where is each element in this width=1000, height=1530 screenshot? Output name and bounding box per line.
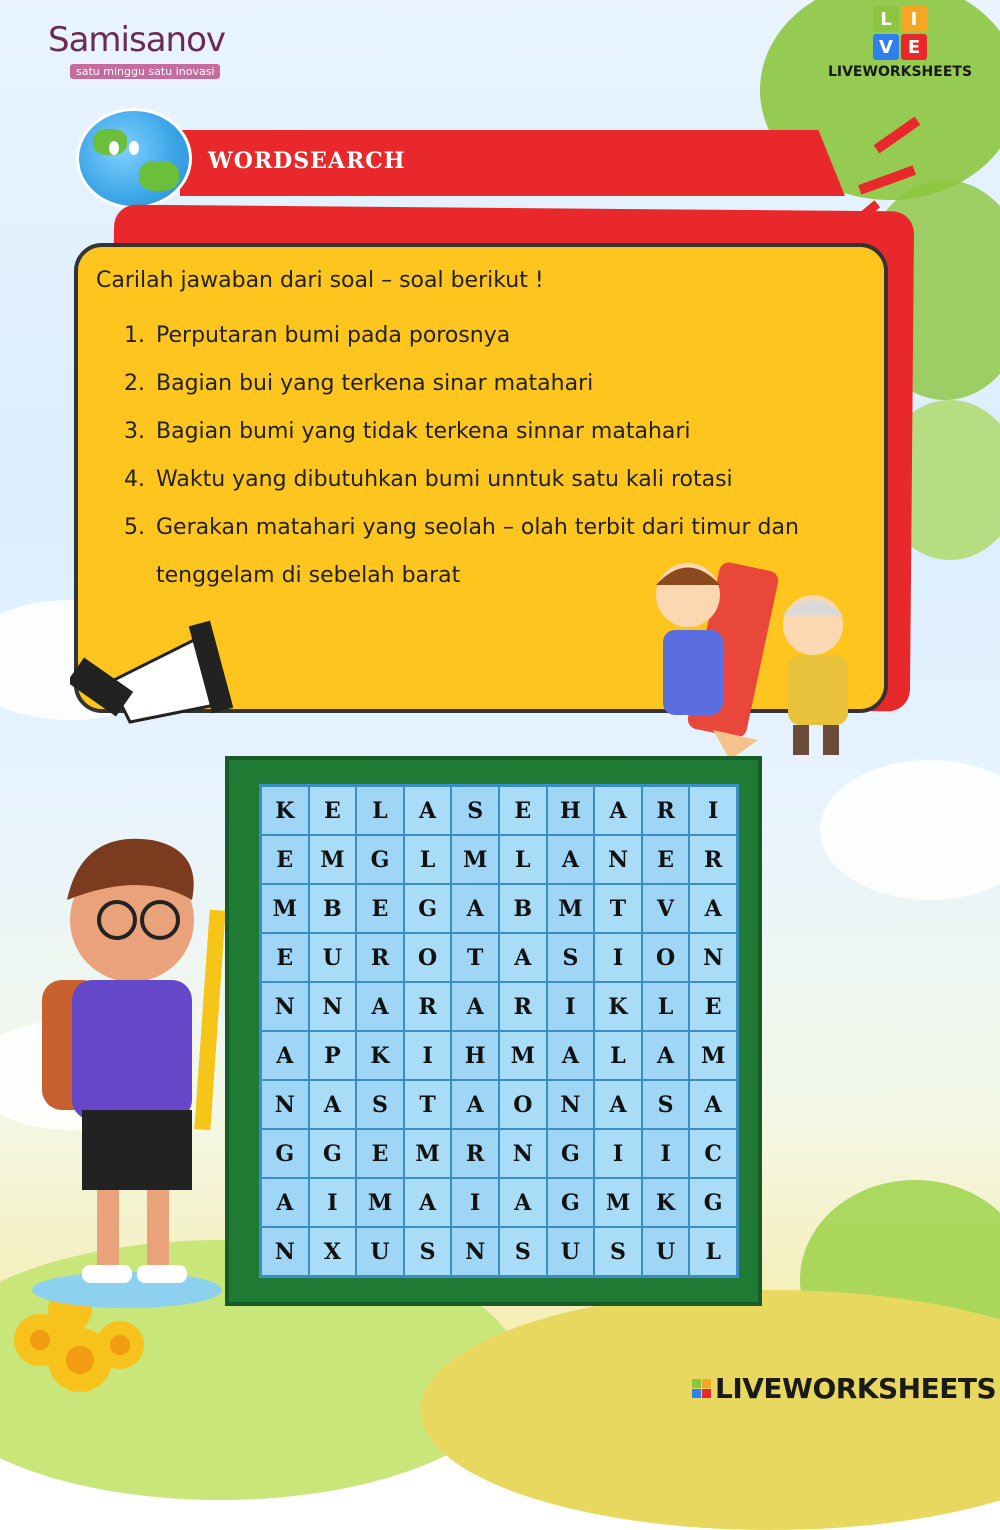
grid-cell[interactable]: M xyxy=(451,835,499,884)
question-text: Bagian bumi yang tidak terkena sinnar matahari xyxy=(156,419,691,444)
question-text: Gerakan matahari yang seolah – olah terbit dari timur dan xyxy=(156,515,799,540)
wordsearch-grid xyxy=(259,784,739,1278)
grid-cell[interactable]: A xyxy=(451,982,499,1031)
grid-cell[interactable]: M xyxy=(499,1031,547,1080)
grid-cell[interactable]: E xyxy=(261,835,309,884)
question-number: 1. xyxy=(124,323,145,348)
grid-cell[interactable]: I xyxy=(594,933,642,982)
grid-cell[interactable]: X xyxy=(309,1227,357,1276)
grid-cell[interactable]: O xyxy=(499,1080,547,1129)
grid-cell[interactable]: A xyxy=(689,1080,737,1129)
grid-cell[interactable]: T xyxy=(404,1080,452,1129)
grid-cell[interactable]: I xyxy=(689,786,737,835)
grid-cell[interactable]: A xyxy=(499,933,547,982)
grid-cell[interactable]: A xyxy=(642,1031,690,1080)
grid-cell[interactable]: T xyxy=(451,933,499,982)
grid-cell[interactable]: R xyxy=(356,933,404,982)
grid-cell[interactable]: B xyxy=(309,884,357,933)
grid-cell[interactable]: V xyxy=(642,884,690,933)
grid-cell[interactable]: H xyxy=(451,1031,499,1080)
badge-letter: E xyxy=(901,34,927,60)
grid-cell[interactable]: O xyxy=(642,933,690,982)
grid-cell[interactable]: A xyxy=(261,1031,309,1080)
grid-cell[interactable]: A xyxy=(547,835,595,884)
grid-cell[interactable]: I xyxy=(404,1031,452,1080)
grid-cell[interactable]: E xyxy=(356,1129,404,1178)
question-number: 4. xyxy=(124,467,145,492)
grid-cell[interactable]: G xyxy=(547,1129,595,1178)
grid-cell[interactable]: I xyxy=(547,982,595,1031)
grid-cell[interactable]: S xyxy=(594,1227,642,1276)
grid-cell[interactable]: M xyxy=(309,835,357,884)
grid-cell[interactable]: E xyxy=(642,835,690,884)
badge-letter: V xyxy=(873,34,899,60)
grid-cell[interactable]: N xyxy=(499,1129,547,1178)
question-item xyxy=(124,408,844,456)
question-number: 2. xyxy=(124,371,145,396)
grid-cell[interactable]: G xyxy=(404,884,452,933)
page-title: WORDSEARCH xyxy=(208,148,406,174)
grid-cell[interactable]: E xyxy=(356,884,404,933)
samisanov-logo xyxy=(48,20,225,79)
grid-cell[interactable]: N xyxy=(261,1227,309,1276)
grid-cell[interactable]: S xyxy=(499,1227,547,1276)
grid-cell[interactable]: S xyxy=(547,933,595,982)
logo-tagline: satu minggu satu inovasi xyxy=(70,64,220,79)
grid-cell[interactable]: I xyxy=(451,1178,499,1227)
badge-letter: L xyxy=(873,6,899,32)
grid-cell[interactable]: K xyxy=(356,1031,404,1080)
grid-cell[interactable]: L xyxy=(499,835,547,884)
grid-cell[interactable]: I xyxy=(594,1129,642,1178)
grid-cell[interactable]: A xyxy=(547,1031,595,1080)
grid-cell[interactable]: M xyxy=(261,884,309,933)
grid-cell[interactable]: L xyxy=(594,1031,642,1080)
grid-cell[interactable]: R xyxy=(499,982,547,1031)
grid-cell[interactable]: R xyxy=(451,1129,499,1178)
grid-cell[interactable]: A xyxy=(594,1080,642,1129)
instruction-text: Carilah jawaban dari soal – soal berikut ! xyxy=(96,268,544,293)
grid-cell[interactable]: S xyxy=(642,1080,690,1129)
grid-cell[interactable]: E xyxy=(689,982,737,1031)
grid-cell[interactable]: N xyxy=(689,933,737,982)
grid-cell[interactable]: K xyxy=(594,982,642,1031)
liveworksheets-badge xyxy=(820,6,980,80)
grid-cell[interactable]: P xyxy=(309,1031,357,1080)
question-text: Perputaran bumi pada porosnya xyxy=(156,323,511,348)
grid-cell[interactable]: O xyxy=(404,933,452,982)
grid-cell[interactable]: N xyxy=(309,982,357,1031)
grid-cell[interactable]: U xyxy=(356,1227,404,1276)
grid-cell[interactable]: A xyxy=(594,786,642,835)
grid-cell[interactable]: R xyxy=(642,786,690,835)
grid-cell[interactable]: M xyxy=(356,1178,404,1227)
question-text: Waktu yang dibutuhkan bumi unntuk satu kali rotasi xyxy=(156,467,733,492)
grid-cell[interactable]: M xyxy=(689,1031,737,1080)
grid-cell[interactable]: E xyxy=(499,786,547,835)
grid-cell[interactable]: M xyxy=(404,1129,452,1178)
badge-letter: I xyxy=(901,6,927,32)
grid-cell[interactable]: N xyxy=(547,1080,595,1129)
grid-cell[interactable]: G xyxy=(309,1129,357,1178)
question-item xyxy=(124,456,844,504)
boy-with-pencil-illustration xyxy=(22,820,252,1310)
logo-title: Samisanov xyxy=(48,20,226,60)
grid-cell[interactable]: A xyxy=(451,1080,499,1129)
grid-cell[interactable]: N xyxy=(451,1227,499,1276)
grid-cell[interactable]: R xyxy=(689,835,737,884)
grid-cell[interactable]: M xyxy=(547,884,595,933)
grid-cell[interactable]: S xyxy=(404,1227,452,1276)
grid-cell[interactable]: A xyxy=(309,1080,357,1129)
grid-cell[interactable]: U xyxy=(642,1227,690,1276)
question-item xyxy=(124,312,844,360)
grid-cell[interactable]: I xyxy=(309,1178,357,1227)
grid-cell[interactable]: N xyxy=(594,835,642,884)
grid-cell[interactable]: M xyxy=(594,1178,642,1227)
footer-liveworksheets-logo xyxy=(692,1372,996,1405)
grid-cell[interactable]: N xyxy=(261,982,309,1031)
grid-cell[interactable]: G xyxy=(547,1178,595,1227)
question-number: 5. xyxy=(124,515,145,540)
grid-cell[interactable]: E xyxy=(261,933,309,982)
grid-cell[interactable]: A xyxy=(404,786,452,835)
grid-cell[interactable]: K xyxy=(261,786,309,835)
grid-cell[interactable]: T xyxy=(594,884,642,933)
question-item xyxy=(124,360,844,408)
grid-cell[interactable]: A xyxy=(261,1178,309,1227)
grid-cell[interactable]: A xyxy=(499,1178,547,1227)
badge-label: LIVEWORKSHEETS xyxy=(827,64,973,80)
grid-cell[interactable]: A xyxy=(451,884,499,933)
footer-logo-icon xyxy=(692,1379,711,1398)
question-number: 3. xyxy=(124,419,145,444)
grid-cell[interactable]: R xyxy=(404,982,452,1031)
grid-cell[interactable]: L xyxy=(689,1227,737,1276)
grid-cell[interactable]: G xyxy=(356,835,404,884)
footer-label: LIVEWORKSHEETS xyxy=(715,1372,997,1405)
grid-cell[interactable]: S xyxy=(451,786,499,835)
grid-cell[interactable]: S xyxy=(356,1080,404,1129)
grid-cell[interactable]: H xyxy=(547,786,595,835)
grid-cell[interactable]: I xyxy=(642,1129,690,1178)
grid-cell[interactable]: A xyxy=(689,884,737,933)
grid-cell[interactable]: L xyxy=(642,982,690,1031)
grid-cell[interactable]: B xyxy=(499,884,547,933)
grid-cell[interactable]: K xyxy=(642,1178,690,1227)
megaphone-icon xyxy=(70,612,250,742)
grid-cell[interactable]: N xyxy=(261,1080,309,1129)
kids-with-pencil-illustration xyxy=(618,545,893,760)
grid-cell[interactable]: E xyxy=(309,786,357,835)
grid-cell[interactable]: C xyxy=(689,1129,737,1178)
grid-cell[interactable]: A xyxy=(404,1178,452,1227)
grid-cell[interactable]: G xyxy=(261,1129,309,1178)
grid-cell[interactable]: G xyxy=(689,1178,737,1227)
grid-cell[interactable]: U xyxy=(547,1227,595,1276)
grid-cell[interactable]: L xyxy=(356,786,404,835)
globe-mascot-icon xyxy=(76,108,192,209)
grid-cell[interactable]: A xyxy=(356,982,404,1031)
grid-cell[interactable]: L xyxy=(404,835,452,884)
grid-cell[interactable]: U xyxy=(309,933,357,982)
question-continuation: tenggelam di sebelah barat xyxy=(156,563,461,588)
question-text: Bagian bui yang terkena sinar matahari xyxy=(156,371,594,396)
